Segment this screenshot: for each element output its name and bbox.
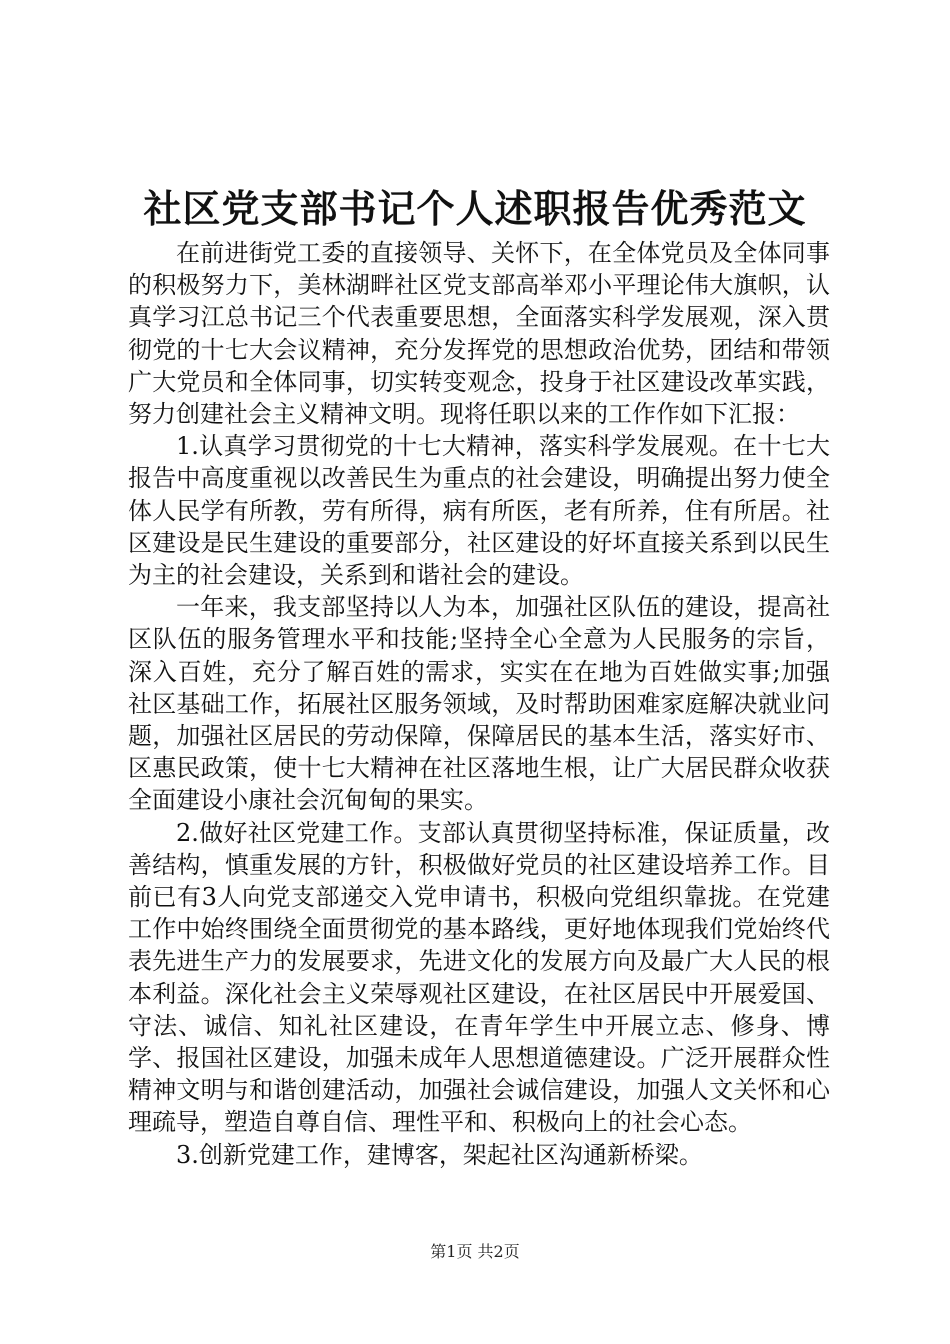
paragraph-section-3: 3.创新党建工作，建博客，架起社区沟通新桥梁。 [176, 1140, 703, 1169]
paragraph-section-1: 1.认真学习贯彻党的十七大精神，落实科学发展观。在十七大报告中高度重视以改善民生为重点的社会建设，明确提出努力使全体人民学有所教，劳有所得，病有所医，老有所养，住有所居。社区建设是民生建设的重要部分，社区建设的好坏直接关系到以民生为主的社会建设，关系到和谐社会的建设。 [128, 432, 830, 590]
paragraph-intro: 在前进街党工委的直接领导、关怀下，在全体党员及全体同事的积极努力下，美林湖畔社区党支部高举邓小平理论伟大旗帜，认真学习江总书记三个代表重要思想，全面落实科学发展观，深入贯彻党的十七大会议精神，充分发挥党的思想政治优势，团结和带领广大党员和全体同事，切实转变观念，投身于社区建设改革实践，努力创建社会主义精神文明。现将任职以来的工作作如下汇报： [128, 239, 830, 429]
document-title: 社区党支部书记个人述职报告优秀范文 [143, 186, 807, 231]
paragraph-section-1-detail: 一年来，我支部坚持以人为本，加强社区队伍的建设，提高社区队伍的服务管理水平和技能;坚持全心全意为人民服务的宗旨，深入百姓，充分了解百姓的需求，实实在在地为百姓做实事;加强社区基础工作，拓展社区服务领域，及时帮助困难家庭解决就业问题，加强社区居民的劳动保障，保障居民的基本生活，落实好市、区惠民政策，使十七大精神在社区落地生根，让广大居民群众收获全面建设小康社会沉甸甸的果实。 [128, 593, 830, 815]
paragraph-section-2: 2.做好社区党建工作。支部认真贯彻坚持标准，保证质量，改善结构，慎重发展的方针，积极做好党员的社区建设培养工作。目前已有3人向党支部递交入党申请书，积极向党组织靠拢。在党建工作中始终围绕全面贯彻党的基本路线，更好地体现我们党始终代表先进生产力的发展要求，先进文化的发展方向及最广大人民的根本利益。深化社会主义荣辱观社区建设，在社区居民中开展爱国、守法、诚信、知礼社区建设，在青年学生中开展立志、修身、博学、报国社区建设，加强未成年人思想道德建设。广泛开展群众性精神文明与和谐创建活动，加强社会诚信建设，加强人文关怀和心理疏导，塑造自尊自信、理性平和、积极向上的社会心态。 [128, 818, 830, 1137]
document-body [128, 237, 830, 1171]
page-footer: 第1页 共2页 [430, 1242, 520, 1261]
